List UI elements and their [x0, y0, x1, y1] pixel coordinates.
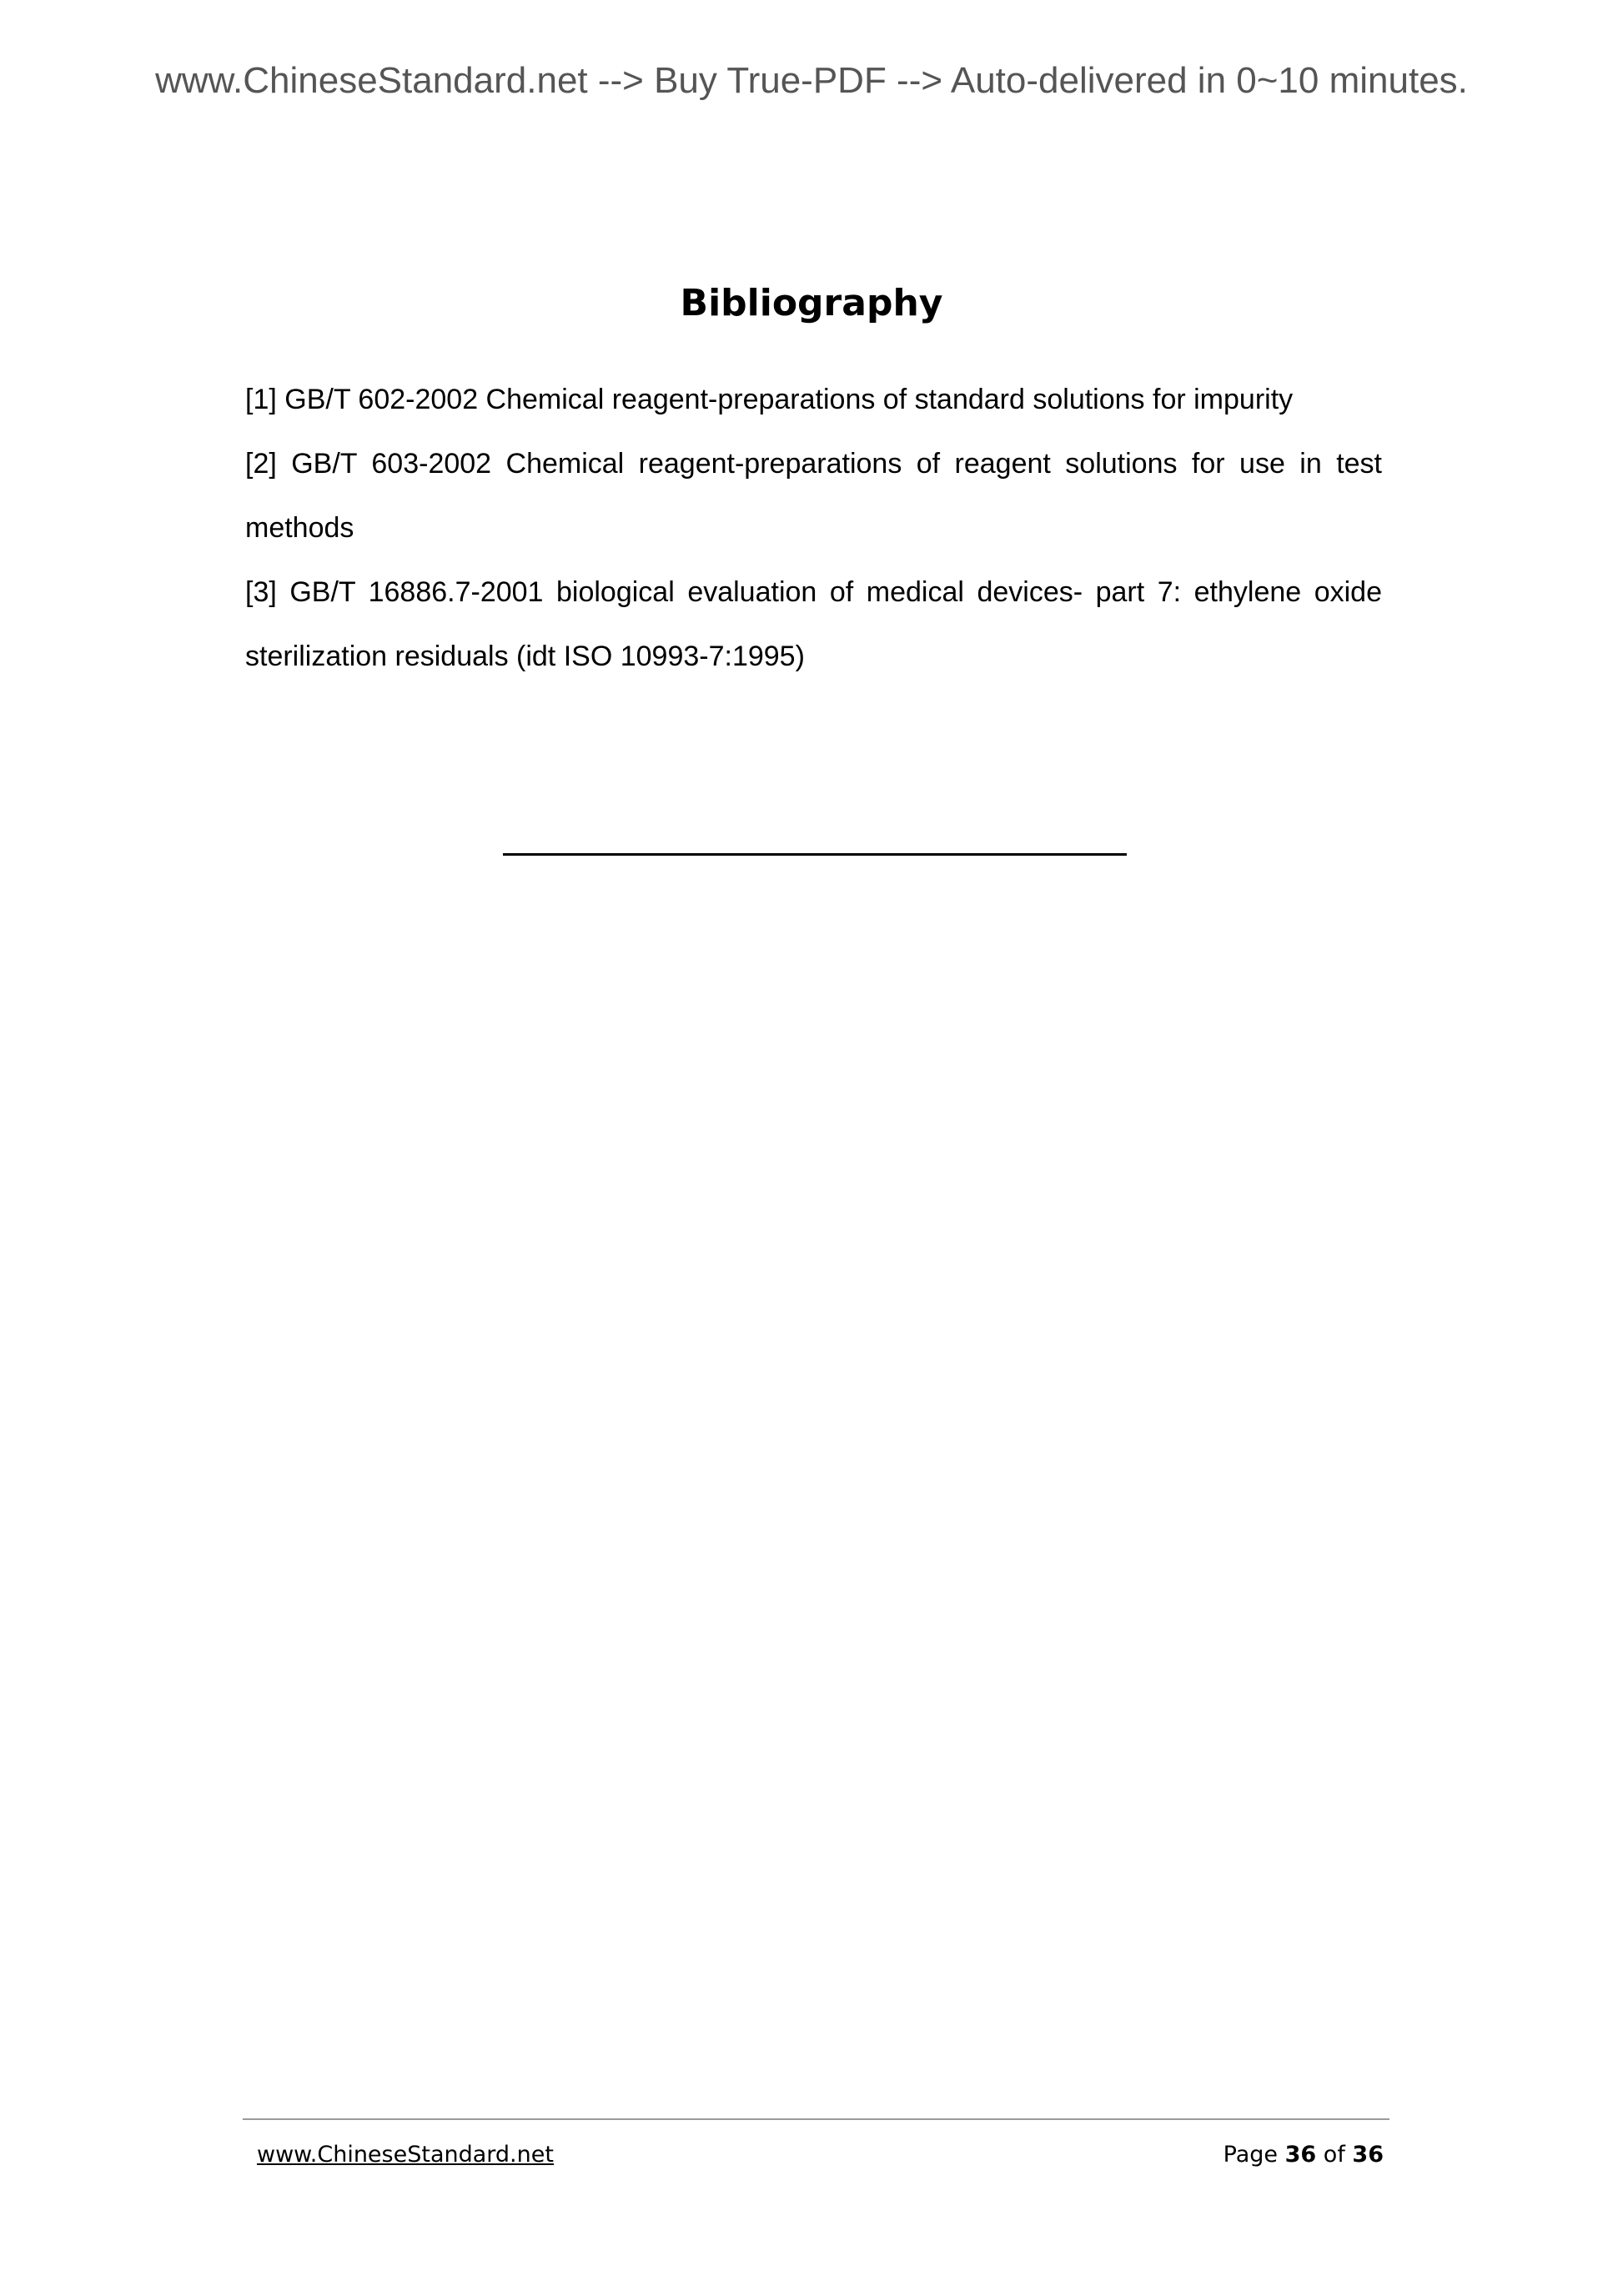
reference-list	[245, 368, 1382, 689]
page-number	[1224, 2142, 1384, 2168]
reference-item-1: [1] GB/T 602-2002 Chemical reagent-preparations of standard solutions for impurity	[245, 384, 1294, 415]
page-of: of	[1323, 2142, 1345, 2168]
page-total: 36	[1352, 2142, 1384, 2168]
footer-divider	[243, 2118, 1389, 2120]
footer-site-link[interactable]: www.ChineseStandard.net	[257, 2142, 554, 2168]
reference-item-2: [2] GB/T 603-2002 Chemical reagent-preparations of reagent solutions for use in test methods	[245, 448, 1382, 544]
top-banner-link[interactable]: www.ChineseStandard.net --> Buy True-PDF --> Auto-delivered in 0~10 minutes.	[155, 60, 1468, 101]
page-current: 36	[1284, 2142, 1317, 2168]
page-title: Bibliography	[680, 282, 943, 324]
reference-item-3: [3] GB/T 16886.7-2001 biological evaluation of medical devices- part 7: ethylene oxide sterilization residuals (idt ISO 10993-7:1995)	[245, 576, 1382, 672]
end-of-document-rule	[503, 853, 1127, 856]
page-prefix: Page	[1223, 2142, 1279, 2168]
